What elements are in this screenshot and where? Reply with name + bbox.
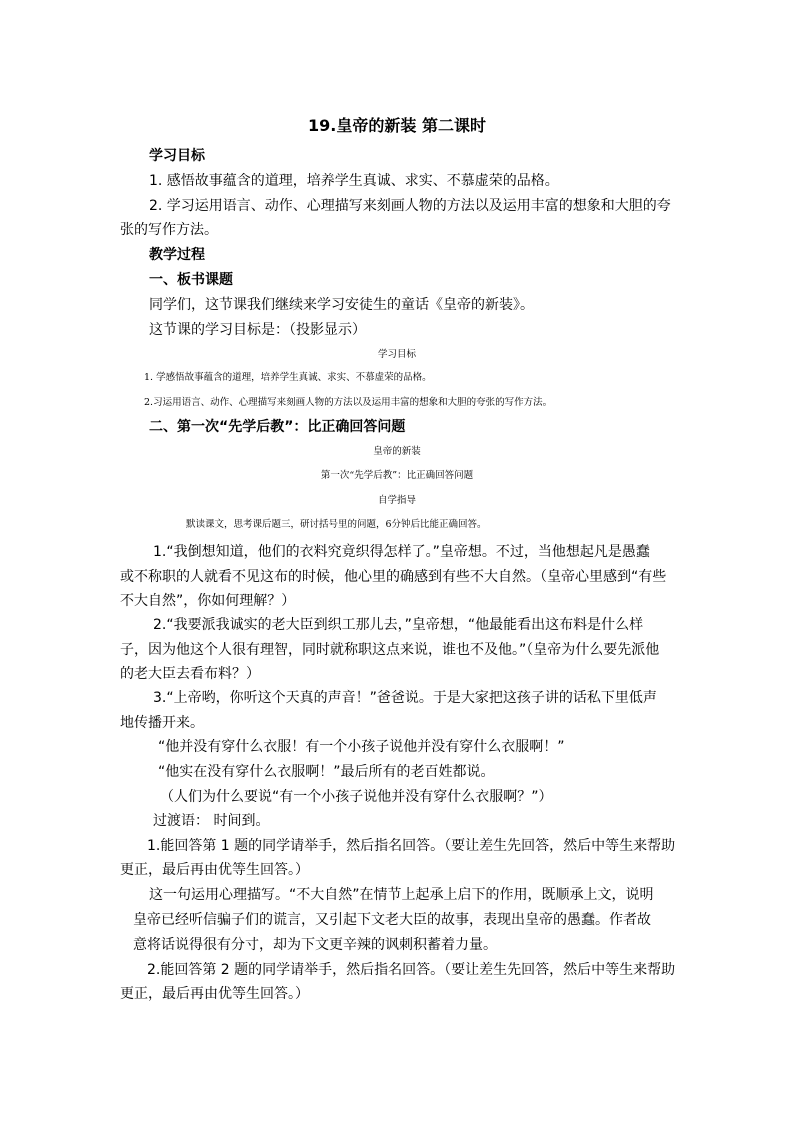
answer-1-line-3: 这一句运用心理描写。“不大自然”在情节上起承上启下的作用，既顺承上文，说明 [149, 887, 654, 903]
slide-1-title: 学习目标 [377, 349, 416, 360]
answer-1-line-4: 皇帝已经听信骗子们的谎言，又引起下文老大臣的故事，表现出皇帝的愚蠢。作者故 [133, 912, 651, 928]
question-2-line-3: 的老大臣去看布料？） [120, 666, 260, 682]
answer-2-line-1: 2.能回答第 2 题的同学请举手，然后指名回答。（要让差生先回答，然后中等生来帮助 [147, 962, 676, 978]
question-1-line-2: 或不称职的人就看不见这布的时候，他心里的确感到有些不大自然。（皇帝心里感到“有些 [120, 569, 667, 585]
answer-2-line-2: 更正，最后再由优等生回答。） [120, 986, 309, 1002]
slide-2-title: 皇帝的新装 [373, 446, 421, 457]
question-3-prompt: （人们为什么要说“有一个小孩子说他并没有穿什么衣服啊？”） [160, 789, 553, 805]
question-3-line-2: 地传播开来。 [120, 715, 204, 731]
process-heading: 教学过程 [149, 247, 205, 263]
question-2-line-1: 2.“我要派我诚实的老大臣到织工那儿去，”皇帝想，“他最能看出这布料是什么样 [153, 617, 644, 633]
goal-2-line-1: 2. 学习运用语言、动作、心理描写来刻画人物的方法以及运用丰富的想象和大胆的夸 [149, 198, 671, 214]
section-1-heading: 一、板书课题 [149, 272, 233, 288]
slide-1-item-1: 1. 学感悟故事蕴含的道理，培养学生真诚、求实、不慕虚荣的品格。 [144, 372, 432, 383]
goal-1: 1. 感悟故事蕴含的道理，培养学生真诚、求实、不慕虚荣的品格。 [149, 173, 559, 189]
page-title: 19.皇帝的新装 第二课时 [308, 116, 486, 135]
section-2-heading: 二、第一次“先学后教”：比正确回答问题 [149, 419, 406, 435]
question-3-line-1: 3.“上帝哟，你听这个天真的声音！”爸爸说。于是大家把这孩子讲的话私下里低声 [153, 690, 657, 706]
transition-line: 过渡语： 时间到。 [153, 813, 270, 829]
slide-2-subtitle: 第一次“先学后教”：比正确回答问题 [320, 470, 474, 481]
question-3-quote-1: “他并没有穿什么衣服！有一个小孩子说他并没有穿什么衣服啊！” [158, 739, 565, 755]
intro-line-1: 同学们，这节课我们继续来学习安徒生的童话《皇帝的新装》。 [149, 297, 534, 313]
goals-heading: 学习目标 [149, 148, 205, 164]
slide-2-guide-title: 自学指导 [377, 495, 416, 506]
answer-1-line-5: 意将话说得很有分寸，却为下文更辛辣的讽刺积蓄着力量。 [133, 937, 497, 953]
question-3-quote-2: “他实在没有穿什么衣服啊！”最后所有的老百姓都说。 [158, 764, 495, 780]
answer-1-line-1: 1.能回答第 1 题的同学请举手，然后指名回答。（要让差生先回答，然后中等生来帮助 [147, 838, 676, 854]
question-1-line-3: 不大自然”，你如何理解？） [120, 593, 296, 609]
goal-2-line-2: 张的写作方法。 [120, 222, 218, 238]
question-2-line-2: 子，因为他这个人很有理智，同时就称职这点来说，谁也不及他。”（皇帝为什么要先派他 [120, 642, 660, 658]
slide-1-item-2: 2.习运用语言、动作、心理描写来刻画人物的方法以及运用丰富的想象和大胆的夸张的写作方法。 [144, 397, 553, 408]
question-1-line-1: 1.“我倒想知道，他们的衣料究竟织得怎样了。”皇帝想。不过，当他想起凡是愚蠢 [153, 544, 650, 560]
intro-line-2: 这节课的学习目标是：（投影显示） [149, 322, 366, 338]
answer-1-line-2: 更正，最后再由优等生回答。） [120, 862, 309, 878]
slide-2-guide-text: 默读课文，思考课后题三，研讨括号里的问题，6分钟后比能正确回答。 [186, 519, 487, 530]
